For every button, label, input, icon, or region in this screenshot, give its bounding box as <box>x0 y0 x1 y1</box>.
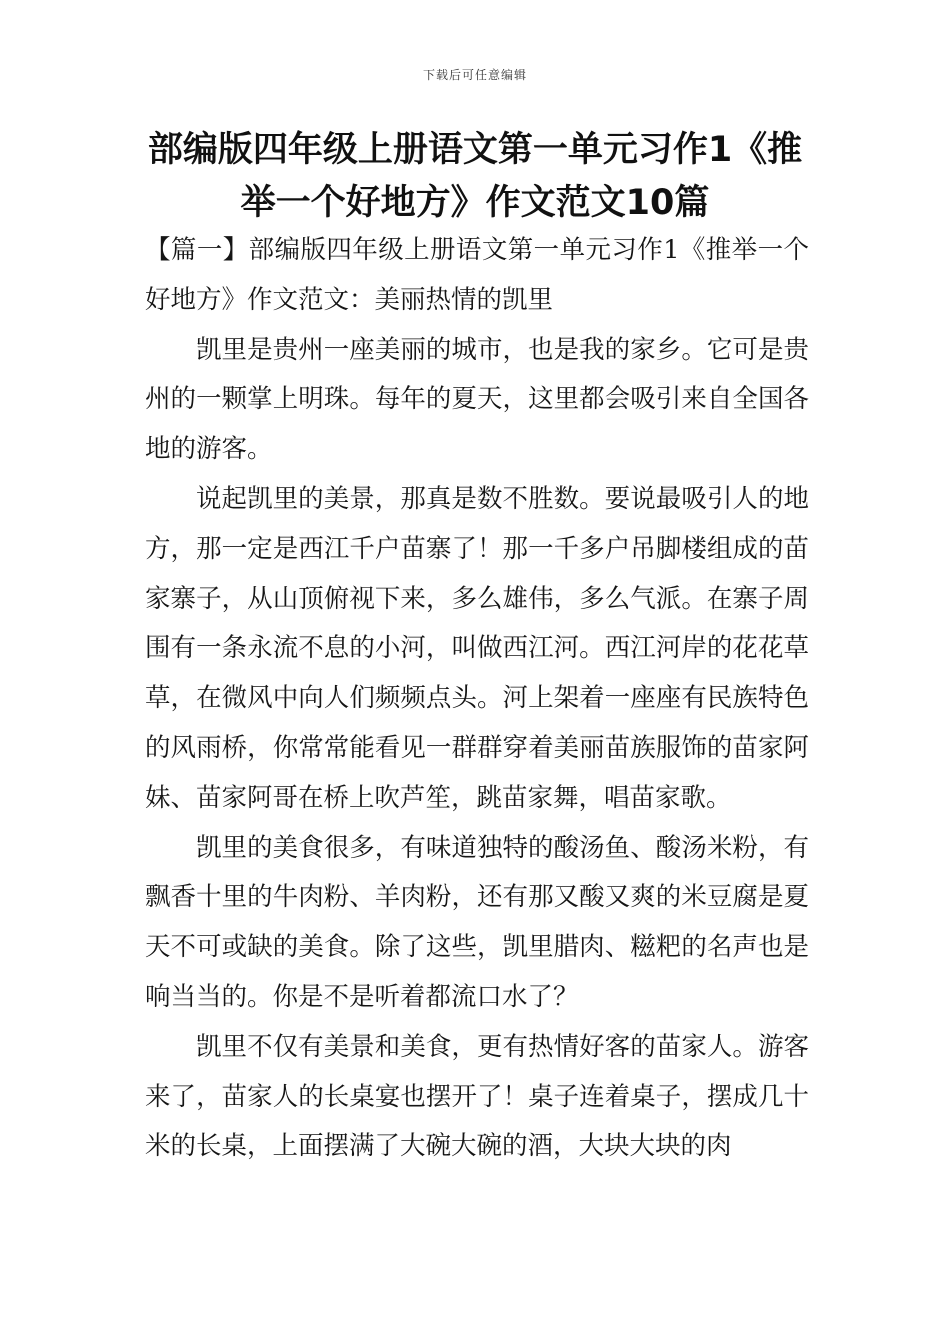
paragraph-4: 凯里不仅有美景和美食，更有热情好客的苗家人。游客来了，苗家人的长桌宴也摆开了！桌子连着桌子，摆成几十米的长桌，上面摆满了大碗大碗的酒，大块大块的肉 <box>145 1031 809 1162</box>
paragraph-3: 凯里的美食很多，有味道独特的酸汤鱼、酸汤米粉，有飘香十里的牛肉粉、羊肉粉，还有那又酸又爽的米豆腐是夏天不可或缺的美食。除了这些，凯里腊肉、糍粑的名声也是响当当的。你是不是听着都流口水了？ <box>145 832 809 1012</box>
header-note: 下载后可任意编辑 <box>422 68 527 82</box>
document-title: 部编版四年级上册语文第一单元习作1《推举一个好地方》作文范文10篇 <box>147 130 803 223</box>
section-heading: 【篇一】部编版四年级上册语文第一单元习作1《推举一个好地方》作文范文：美丽热情的凯里 <box>145 235 809 315</box>
paragraph-1: 凯里是贵州一座美丽的城市，也是我的家乡。它可是贵州的一颗掌上明珠。每年的夏天，这里都会吸引来自全国各地的游客。 <box>145 334 809 465</box>
document-body <box>145 226 809 1172</box>
paragraph-2: 说起凯里的美景，那真是数不胜数。要说最吸引人的地方，那一定是西江千户苗寨了！那一千多户吊脚楼组成的苗家寨子，从山顶俯视下来，多么雄伟，多么气派。在寨子周围有一条永流不息的小河，叫做西江河。西江河岸的花花草草，在微风中向人们频频点头。河上架着一座座有民族特色的风雨桥，你常常能看见一群群穿着美丽苗族服饰的苗家阿妹、苗家阿哥在桥上吹芦笙，跳苗家舞，唱苗家歌。 <box>145 483 809 813</box>
